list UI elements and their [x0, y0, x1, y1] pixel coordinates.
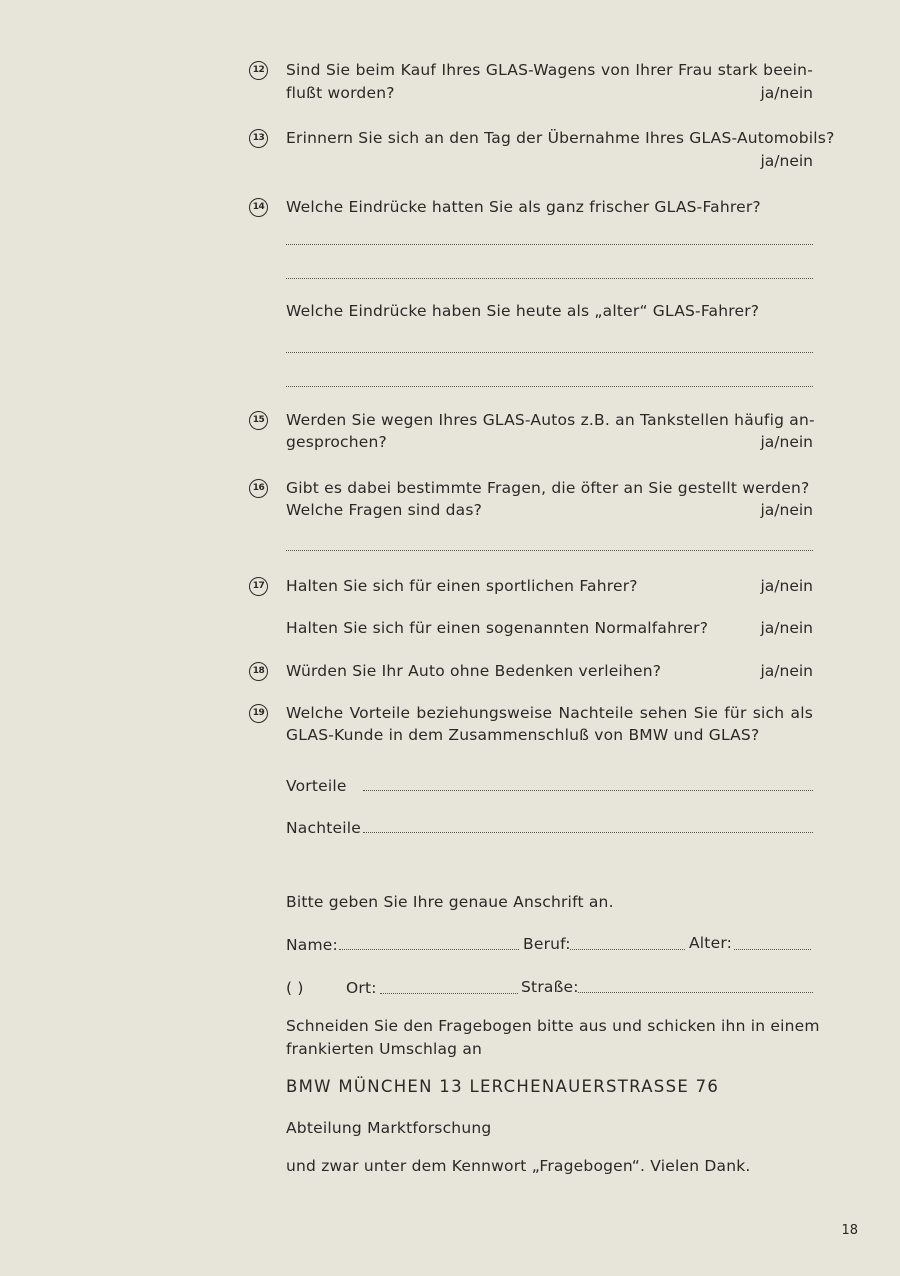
- question-number-18: 18: [249, 662, 268, 681]
- q14-answer-line-4[interactable]: [286, 386, 813, 387]
- q12-answer-choice[interactable]: ja/nein: [760, 84, 813, 102]
- mailing-address: BMW MÜNCHEN 13 LERCHENAUERSTRASSE 76: [286, 1077, 720, 1096]
- closing-line2: frankierten Umschlag an: [286, 1040, 483, 1058]
- q17-answer-choice-1[interactable]: ja/nein: [760, 577, 813, 595]
- q12-text-line2: flußt worden?: [286, 84, 395, 102]
- nachteile-label: Nachteile: [286, 819, 362, 837]
- q18-text-line1: Würden Sie Ihr Auto ohne Bedenken verleihen?: [286, 662, 662, 680]
- postal-code-field[interactable]: ( ): [286, 979, 304, 997]
- q13-text-line1: Erinnern Sie sich an den Tag der Übernahme Ihres GLAS-Automobils?: [286, 129, 835, 147]
- q16-answer-line[interactable]: [286, 550, 813, 551]
- address-intro: Bitte geben Sie Ihre genaue Anschrift an.: [286, 893, 614, 911]
- alter-label: Alter:: [689, 934, 733, 952]
- name-label: Name:: [286, 936, 338, 954]
- q15-answer-choice[interactable]: ja/nein: [760, 433, 813, 451]
- keyword-note: und zwar unter dem Kennwort „Fragebogen“. Vielen Dank.: [286, 1157, 751, 1175]
- question-number-14: 14: [249, 198, 268, 217]
- department: Abteilung Marktforschung: [286, 1119, 492, 1137]
- q15-text-line2: gesprochen?: [286, 433, 387, 451]
- q14-answer-line-1[interactable]: [286, 244, 813, 245]
- q14-text-line1: Welche Eindrücke hatten Sie als ganz frischer GLAS-Fahrer?: [286, 198, 761, 216]
- strasse-field[interactable]: [578, 992, 813, 993]
- q15-text-line1: Werden Sie wegen Ihres GLAS-Autos z.B. an Tankstellen häufig an-: [286, 411, 815, 429]
- strasse-label: Straße:: [521, 978, 579, 996]
- question-number-12: 12: [249, 61, 268, 80]
- name-field[interactable]: [339, 949, 519, 950]
- question-number-17: 17: [249, 577, 268, 596]
- ort-label: Ort:: [346, 979, 377, 997]
- page-number: 18: [841, 1223, 858, 1238]
- q17-text-line1: Halten Sie sich für einen sportlichen Fahrer?: [286, 577, 638, 595]
- q17-text-line2: Halten Sie sich für einen sogenannten Normalfahrer?: [286, 619, 709, 637]
- q17-answer-choice-2[interactable]: ja/nein: [760, 619, 813, 637]
- vorteile-label: Vorteile: [286, 777, 347, 795]
- q14-text-line2: Welche Eindrücke haben Sie heute als „alter“ GLAS-Fahrer?: [286, 302, 760, 320]
- q19-text-line2: GLAS-Kunde in dem Zusammenschluß von BMW und GLAS?: [286, 726, 760, 744]
- q19-text-line1: Welche Vorteile beziehungsweise Nachteile sehen Sie für sich als: [286, 704, 813, 722]
- q14-answer-line-3[interactable]: [286, 352, 813, 353]
- question-number-15: 15: [249, 411, 268, 430]
- q14-answer-line-2[interactable]: [286, 278, 813, 279]
- q16-text-line2: Welche Fragen sind das?: [286, 501, 483, 519]
- question-number-19: 19: [249, 704, 268, 723]
- beruf-field[interactable]: [570, 949, 685, 950]
- alter-field[interactable]: [734, 949, 811, 950]
- q16-answer-choice[interactable]: ja/nein: [760, 501, 813, 519]
- ort-field[interactable]: [380, 993, 518, 994]
- closing-line1: Schneiden Sie den Fragebogen bitte aus und schicken ihn in einem: [286, 1017, 820, 1035]
- nachteile-field[interactable]: [363, 832, 813, 833]
- vorteile-field[interactable]: [363, 790, 813, 791]
- question-number-16: 16: [249, 479, 268, 498]
- q12-text-line1: Sind Sie beim Kauf Ihres GLAS-Wagens von Ihrer Frau stark beein-: [286, 61, 813, 79]
- question-number-13: 13: [249, 129, 268, 148]
- q18-answer-choice[interactable]: ja/nein: [760, 662, 813, 680]
- q16-text-line1: Gibt es dabei bestimmte Fragen, die öfter an Sie gestellt werden?: [286, 479, 810, 497]
- beruf-label: Beruf:: [523, 935, 571, 953]
- q13-answer-choice[interactable]: ja/nein: [760, 152, 813, 170]
